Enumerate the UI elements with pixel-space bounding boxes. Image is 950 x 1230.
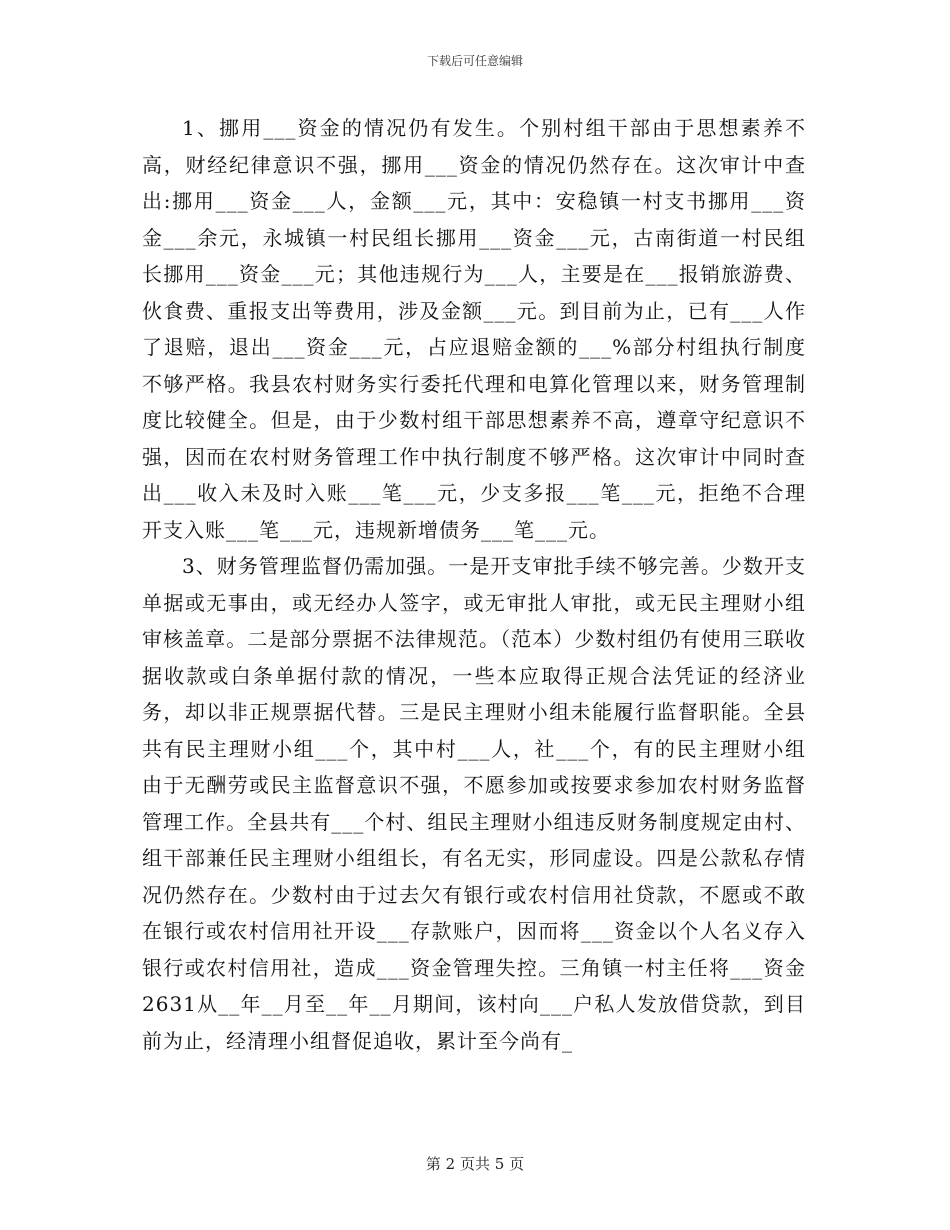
paragraph-1: 1、挪用___资金的情况仍有发生。个别村组干部由于思想素养不高，财经纪律意识不强，挪用___资金的情况仍然存在。这次审计中查出:挪用___资金___人，金额___元，其中：安稳镇一村支书挪用___资金___余元，永城镇一村民组长挪用___资金___元，古南街道一村民组长挪用___资金___元；其他违规行为___人，主要是在___报销旅游费、伙食费、重报支出等费用，涉及金额___元。到目前为止，已有___人作了退赔，退出___资金___元，占应退赔金额的___%部分村组执行制度不够严格。我县农村财务实行委托代理和电算化管理以来，财务管理制度比较健全。但是，由于少数村组干部思想素养不高，遵章守纪意识不强，因而在农村财务管理工作中执行制度不够严格。这次审计中同时查出___收入未及时入账___笔___元，少支多报___笔___元，拒绝不合理开支入账___笔___元，违规新增债务___笔___元。 [142,116,806,542]
document-body [142,110,806,1059]
paragraph-3: 3、财务管理监督仍需加强。一是开支审批手续不够完善。少数开支单据或无事由，或无经办人签字，或无审批人审批，或无民主理财小组审核盖章。二是部分票据不法律规范。（范本）少数村组仍有使用三联收据收款或白条单据付款的情况，一些本应取得正规合法凭证的经济业务，却以非正规票据代替。三是民主理财小组未能履行监督职能。全县共有民主理财小组___个，其中村___人，社___个，有的民主理财小组由于无酬劳或民主监督意识不强，不愿参加或按要求参加农村财务监督管理工作。全县共有___个村、组民主理财小组违反财务制度规定由村、组干部兼任民主理财小组组长，有名无实，形同虚设。四是公款私存情况仍然存在。少数村由于过去欠有银行或农村信用社贷款，不愿或不敢在银行或农村信用社开设___存款账户，因而将___资金以个人名义存入银行或农村信用社，造成___资金管理失控。三角镇一村主任将___资金2631从__年__月至__年__月期间，该村向___户私人发放借贷款，到目前为止，经清理小组督促追收，累计至今尚有_ [142,554,806,1053]
page-header: 下载后可任意编辑 [426,54,523,68]
page-number: 第 2 页共 5 页 [425,1155,525,1173]
